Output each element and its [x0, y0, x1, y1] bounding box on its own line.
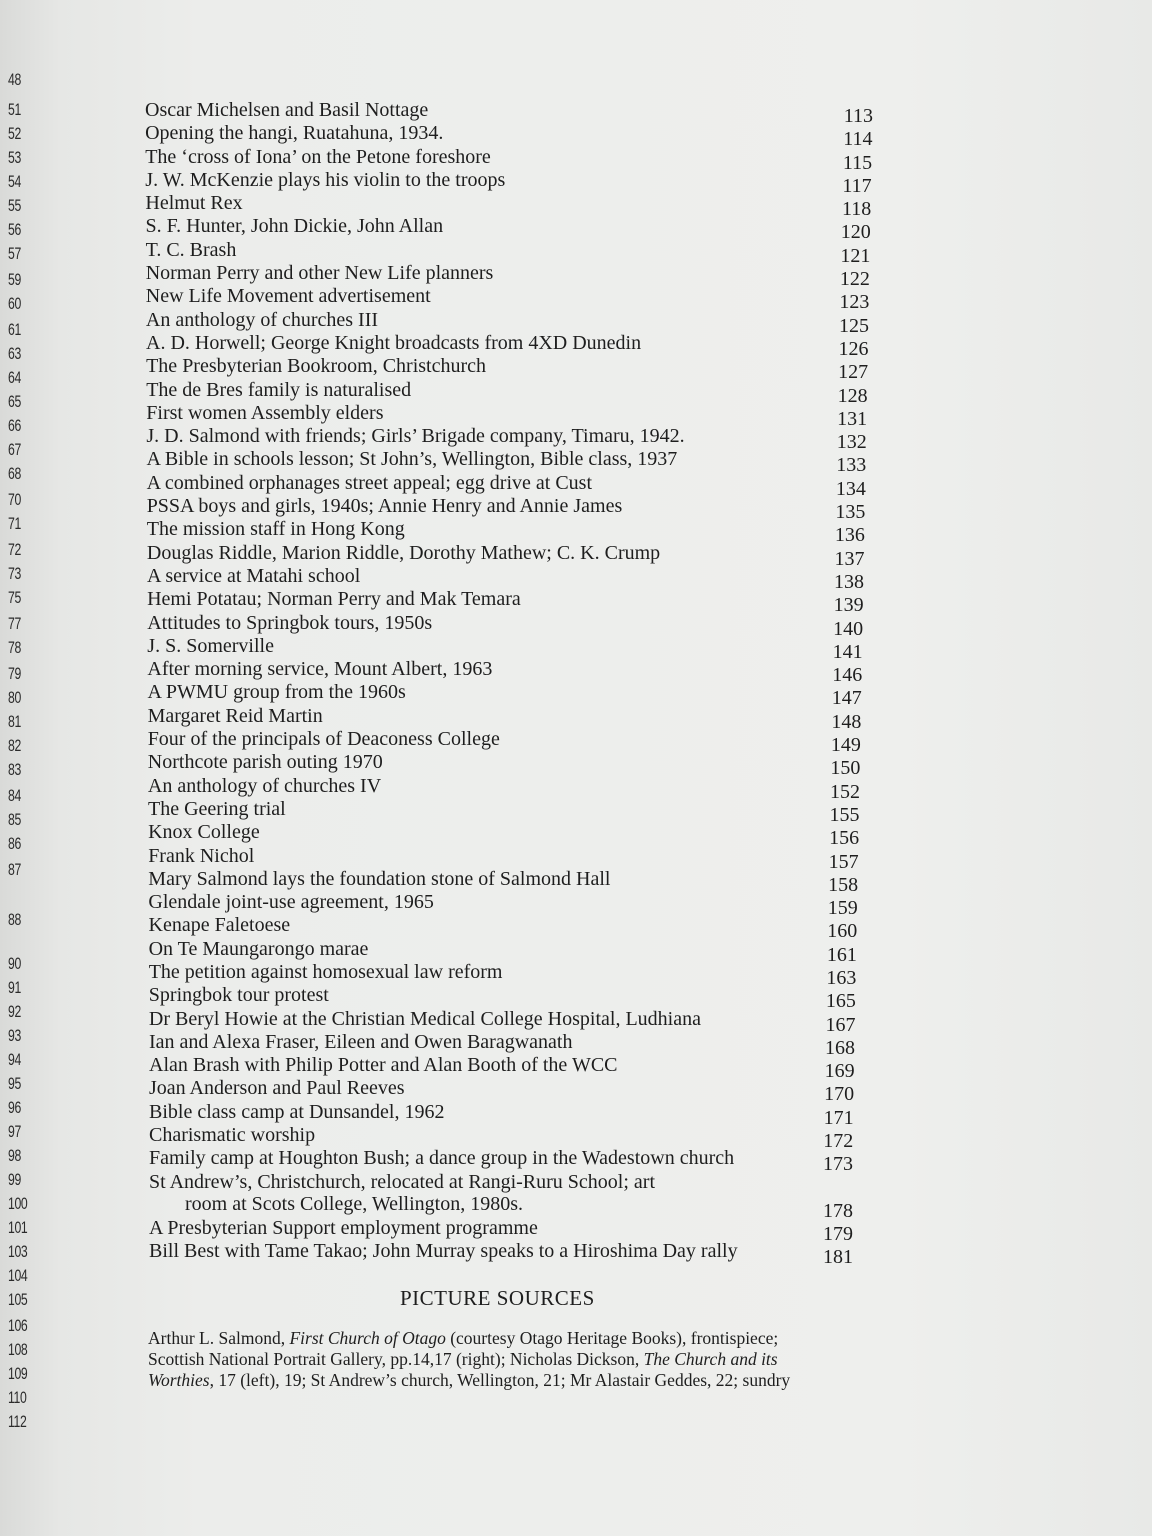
toc-entry: [149, 1216, 885, 1245]
toc-entry-title-line: Frank Nichol: [148, 844, 255, 867]
toc-entry: [147, 611, 885, 640]
toc-entry-page-number: 165: [825, 990, 856, 1013]
facing-page-margin-numbers: [0, 70, 60, 1470]
toc-entry: [149, 1054, 885, 1083]
margin-number: 54: [8, 172, 21, 191]
toc-entry-title-line: Glendale joint-use agreement, 1965: [148, 891, 434, 914]
toc-entry: [146, 401, 885, 430]
toc-entry-title: [147, 588, 521, 610]
toc-entry-page-number: 127: [838, 361, 869, 384]
margin-number: 88: [8, 910, 21, 929]
toc-entry-page-number: 133: [836, 454, 867, 477]
toc-entry: [146, 471, 885, 500]
toc-entry-page-number: 137: [834, 547, 865, 570]
toc-entry-title-line: J. S. Somerville: [147, 634, 274, 657]
toc-entry-title-line: Margaret Reid Martin: [147, 704, 323, 727]
margin-number: 79: [8, 664, 21, 683]
toc-entry: [147, 681, 886, 710]
toc-entry-page-number: 132: [836, 431, 867, 454]
toc-entry-title-line: Alan Brash with Philip Potter and Alan Booth of the WCC: [149, 1054, 618, 1077]
toc-entry-title-line: PSSA boys and girls, 1940s; Annie Henry and Annie James: [146, 495, 623, 518]
toc-entry-title-line: The Geering trial: [148, 797, 286, 820]
toc-entry-title-line: Bible class camp at Dunsandel, 1962: [149, 1100, 445, 1123]
toc-entry-title: [148, 821, 260, 843]
toc-entry: [145, 192, 885, 221]
toc-entry-page-number: 113: [843, 105, 873, 127]
margin-number: 81: [8, 712, 21, 731]
margin-number: 110: [8, 1388, 27, 1407]
toc-entry-title-line: Kenape Faletoese: [148, 914, 291, 937]
margin-number: 75: [8, 588, 21, 607]
toc-entry-title: [149, 1147, 734, 1169]
margin-number: 98: [8, 1146, 21, 1165]
toc-entry-title: [147, 635, 274, 657]
toc-entry-page-number: 171: [823, 1106, 854, 1129]
toc-entry: [145, 238, 885, 267]
toc-entry-page-number: 138: [834, 570, 864, 593]
toc-entry-title: [148, 705, 323, 727]
toc-entry-page-number: 135: [835, 501, 866, 524]
toc-entry-title-line: S. F. Hunter, John Dickie, John Allan: [145, 215, 444, 238]
toc-entry-page-number: 139: [833, 594, 864, 617]
margin-number: 51: [8, 100, 21, 119]
margin-number: 104: [8, 1266, 28, 1285]
margin-number: 60: [8, 294, 21, 313]
toc-entry-title: [147, 518, 405, 540]
margin-number: 61: [8, 320, 21, 339]
margin-number: 63: [8, 344, 21, 363]
margin-number: 48: [8, 70, 21, 89]
toc-entry-page-number: 115: [842, 151, 873, 174]
toc-entry: [145, 99, 885, 127]
toc-entry-page-number: 152: [829, 780, 860, 803]
toc-entry-title-line: The Presbyterian Bookroom, Christchurch: [146, 355, 487, 378]
picture-sources-line: [148, 1328, 868, 1349]
margin-number: 55: [8, 196, 21, 215]
toc-entry-page-number: 123: [839, 291, 870, 314]
illustrations-list: [145, 99, 885, 1268]
toc-entry-title-line: A PWMU group from the 1960s: [147, 681, 406, 704]
toc-entry-title-line: Charismatic worship: [149, 1124, 316, 1147]
toc-entry: [145, 262, 885, 291]
toc-entry-title-line: St Andrew’s, Christchurch, relocated at Rangi-Ruru School; art: [149, 1170, 656, 1193]
margin-number: 59: [8, 270, 21, 289]
toc-entry: [149, 1170, 885, 1222]
toc-entry-title-line: J. W. McKenzie plays his violin to the troops: [145, 168, 506, 191]
toc-entry-title: [147, 448, 678, 470]
margin-number: 73: [8, 564, 21, 583]
toc-entry-page-number: 160: [827, 920, 858, 943]
margin-number: 65: [8, 392, 21, 411]
toc-entry: [147, 704, 885, 733]
toc-entry: [148, 1007, 885, 1036]
toc-entry: [148, 960, 885, 989]
toc-entry-title-line: A combined orphanages street appeal; egg drive at Cust: [146, 471, 593, 494]
toc-entry-page-number: 121: [840, 244, 871, 267]
toc-entry-title: [149, 1240, 738, 1262]
margin-number: 77: [8, 614, 21, 633]
toc-entry-title-line: The petition against homosexual law reform: [148, 960, 503, 983]
toc-entry-title-line: An anthology of churches IV: [147, 774, 382, 797]
toc-entry-page-number: 158: [828, 873, 859, 896]
toc-entry-title-line: The ‘cross of Iona’ on the Petone foreshore: [145, 145, 491, 168]
margin-number: 97: [8, 1122, 21, 1141]
toc-entry: [146, 448, 886, 477]
toc-entry-title: [146, 332, 641, 354]
toc-entry: [149, 1030, 885, 1059]
margin-number: 84: [8, 786, 21, 805]
toc-entry-title: [146, 425, 684, 447]
toc-entry-page-number: 172: [823, 1130, 854, 1153]
toc-entry-page-number: 140: [833, 617, 864, 640]
toc-entry-title-line: The de Bres family is naturalised: [146, 378, 412, 401]
margin-number: 78: [8, 638, 21, 657]
toc-entry: [148, 821, 885, 850]
margin-number: 52: [8, 124, 21, 143]
toc-entry: [147, 728, 885, 757]
picture-sources-line: [148, 1349, 868, 1370]
toc-entry-title: [145, 169, 505, 191]
picture-sources-heading: PICTURE SOURCES: [400, 1286, 595, 1310]
margin-number: 100: [8, 1194, 28, 1213]
source-text: Arthur L. Salmond,: [148, 1328, 290, 1348]
toc-entry: [146, 518, 885, 547]
margin-number: 95: [8, 1074, 21, 1093]
toc-entry-title-line: The mission staff in Hong Kong: [146, 518, 405, 541]
toc-entry: [149, 1077, 885, 1106]
toc-entry-title: [145, 146, 491, 168]
margin-number: 108: [8, 1340, 28, 1359]
toc-entry-title: [147, 542, 660, 564]
toc-entry-title: [147, 658, 492, 680]
toc-entry-title: [148, 775, 381, 797]
toc-entry-page-number: 136: [834, 524, 865, 547]
toc-entry-title-line: A service at Matahi school: [147, 564, 361, 587]
margin-number: 68: [8, 464, 21, 483]
toc-entry-title: [149, 1054, 618, 1076]
toc-entry-title-line: Ian and Alexa Fraser, Eileen and Owen Baragwanath: [149, 1030, 573, 1053]
margin-number: 106: [8, 1316, 28, 1335]
toc-entry-title-line: After morning service, Mount Albert, 1963: [147, 658, 493, 681]
toc-entry-title: [147, 472, 592, 494]
toc-entry-page-number: 149: [830, 734, 861, 757]
toc-entry-title-line: J. D. Salmond with friends; Girls’ Brigade company, Timaru, 1942.: [146, 425, 685, 448]
toc-entry-title: [146, 402, 383, 424]
toc-entry: [146, 495, 885, 524]
margin-number: 105: [8, 1290, 28, 1309]
toc-entry-page-number: 120: [840, 221, 871, 244]
margin-number: 96: [8, 1098, 21, 1117]
toc-entry-page-number: 122: [839, 268, 870, 291]
margin-number: 70: [8, 490, 21, 509]
toc-entry: [147, 658, 885, 687]
toc-entry-title: [148, 891, 433, 913]
toc-entry-page-number: 173: [823, 1153, 853, 1176]
toc-entry: [148, 844, 885, 873]
toc-entry-title-line: Helmut Rex: [145, 192, 243, 215]
margin-number: 85: [8, 810, 21, 829]
toc-entry: [145, 168, 885, 197]
toc-entry-title-line: Knox College: [148, 821, 260, 844]
margin-number: 91: [8, 978, 21, 997]
toc-entry-page-number: 161: [826, 943, 857, 966]
toc-entry: [148, 937, 885, 966]
margin-number: 109: [8, 1364, 28, 1383]
toc-entry-title-continuation: room at Scots College, Wellington, 1980s.: [185, 1192, 523, 1215]
toc-entry-title: [147, 565, 360, 587]
margin-number: 103: [8, 1242, 28, 1261]
toc-entry-title-line: Springbok tour protest: [148, 984, 329, 1007]
toc-entry-title-line: Hemi Potatau; Norman Perry and Mak Temara: [147, 588, 521, 611]
toc-entry: [147, 751, 885, 780]
toc-entry: [147, 564, 885, 593]
toc-entry-title-line: Oscar Michelsen and Basil Nottage: [145, 99, 429, 121]
toc-entry: [149, 1147, 885, 1176]
toc-entry-title-line: First women Assembly elders: [146, 401, 384, 424]
toc-entry-title: [148, 681, 406, 703]
margin-number: 112: [8, 1412, 27, 1431]
toc-entry-title: [146, 215, 444, 237]
toc-entry-title: [149, 984, 329, 1006]
margin-number: 83: [8, 760, 21, 779]
toc-entry-title-line: Dr Beryl Howie at the Christian Medical College Hospital, Ludhiana: [148, 1007, 701, 1030]
toc-entry-title: [148, 868, 610, 890]
toc-entry: [146, 331, 885, 360]
toc-entry-page-number: 168: [825, 1036, 855, 1059]
toc-entry-title: [148, 798, 286, 820]
source-text: , 17 (left), 19; St Andrew’s church, Wellington, 21; Mr Alastair Geddes, 22; sundry: [209, 1370, 791, 1390]
toc-entry-page-number: 167: [825, 1013, 856, 1036]
toc-entry: [145, 285, 885, 314]
toc-entry-page-number: 141: [832, 640, 863, 663]
italic-title: First Church of Otago: [289, 1328, 446, 1348]
toc-entry-title-line: Attitudes to Springbok tours, 1950s: [147, 611, 433, 634]
toc-entry-title: [146, 309, 378, 331]
toc-entry-page-number: 178: [823, 1199, 853, 1222]
toc-entry-page-number: 150: [830, 757, 861, 780]
margin-number: 56: [8, 220, 21, 239]
toc-entry-page-number: 131: [837, 407, 868, 430]
margin-number: 82: [8, 736, 21, 755]
margin-number: 99: [8, 1170, 21, 1189]
toc-entry-title-line: Mary Salmond lays the foundation stone of Salmond Hall: [148, 867, 611, 890]
toc-entry-title: [149, 1077, 405, 1099]
toc-entry-page-number: 134: [835, 477, 866, 500]
toc-entry-title-line: On Te Maungarongo marae: [148, 937, 369, 960]
toc-entry-title: [146, 239, 237, 261]
toc-entry: [148, 867, 885, 896]
toc-entry-page-number: 128: [837, 384, 868, 407]
toc-entry-title-line: Family camp at Houghton Bush; a dance group in the Wadestown church: [149, 1147, 735, 1170]
toc-entry-page-number: 159: [827, 897, 858, 920]
toc-entry-title-line: Opening the hangi, Ruatahuna, 1934.: [145, 122, 444, 145]
toc-entry-title: [149, 1008, 701, 1030]
margin-number: 66: [8, 416, 21, 435]
toc-entry-title: [146, 355, 486, 377]
toc-entry-title-line: T. C. Brash: [145, 238, 237, 261]
toc-entry-title: [145, 192, 242, 214]
margin-number: 93: [8, 1026, 21, 1045]
margin-number: 72: [8, 540, 21, 559]
toc-entry-page-number: 114: [843, 128, 873, 151]
toc-entry: [145, 308, 885, 337]
toc-entry-title-line: Four of the principals of Deaconess College: [147, 728, 500, 751]
toc-entry: [147, 774, 885, 803]
margin-number: 92: [8, 1002, 21, 1021]
toc-entry-page-number: 169: [824, 1060, 855, 1083]
margin-number: 94: [8, 1050, 21, 1069]
toc-entry-page-number: 118: [841, 198, 872, 221]
toc-entry-title: [147, 495, 623, 517]
toc-entry: [149, 1124, 885, 1153]
toc-entry-title: [149, 1171, 655, 1215]
toc-entry-title: [149, 961, 503, 983]
toc-entry: [146, 541, 885, 570]
margin-number: 101: [8, 1218, 28, 1237]
toc-entry-title: [147, 612, 432, 634]
toc-entry: [149, 1100, 885, 1129]
toc-entry-page-number: 125: [838, 314, 869, 337]
toc-entry: [148, 914, 886, 943]
toc-entry-title: [145, 99, 428, 121]
source-text: Scottish National Portrait Gallery, pp.14,17 (right); Nicholas Dickson,: [148, 1349, 644, 1369]
italic-title: Worthies: [148, 1370, 210, 1390]
toc-entry-page-number: 146: [832, 664, 863, 687]
toc-entry-page-number: 155: [829, 803, 860, 826]
toc-entry-page-number: 181: [823, 1245, 853, 1268]
toc-entry-page-number: 147: [831, 687, 862, 710]
toc-entry-page-number: 163: [826, 966, 857, 989]
toc-entry: [146, 425, 885, 454]
toc-entry-title: [145, 122, 443, 144]
margin-number: 90: [8, 954, 21, 973]
toc-entry-title: [148, 751, 383, 773]
toc-entry-page-number: 126: [838, 337, 869, 360]
margin-number: 67: [8, 440, 21, 459]
toc-entry-title-line: A. D. Horwell; George Knight broadcasts from 4XD Dunedin: [146, 331, 642, 354]
toc-entry-page-number: 157: [828, 850, 859, 873]
toc-entry: [147, 634, 885, 663]
margin-number: 64: [8, 368, 21, 387]
margin-number: 53: [8, 148, 21, 167]
toc-entry-page-number: 156: [829, 827, 860, 850]
toc-entry: [149, 1239, 885, 1268]
toc-entry-title-line: Norman Perry and other New Life planners: [145, 262, 494, 285]
picture-sources-line: [148, 1370, 868, 1391]
toc-entry-title: [149, 938, 369, 960]
toc-entry-title: [149, 1031, 572, 1053]
toc-entry-title-line: A Bible in schools lesson; St John’s, Wellington, Bible class, 1937: [146, 448, 678, 471]
italic-title: The Church and its: [643, 1349, 778, 1369]
picture-sources-text: [148, 1328, 868, 1391]
margin-number: 57: [8, 244, 21, 263]
toc-entry-title: [148, 845, 254, 867]
toc-entry-title: [146, 262, 494, 284]
toc-entry-title-line: Douglas Riddle, Marion Riddle, Dorothy Mathew; C. K. Crump: [146, 541, 661, 564]
toc-entry: [148, 797, 885, 826]
toc-entry-title-line: New Life Movement advertisement: [145, 285, 431, 308]
toc-entry: [147, 588, 885, 617]
toc-entry-title: [149, 1217, 538, 1239]
toc-entry-title: [148, 728, 500, 750]
toc-entry-page-number: 179: [823, 1222, 853, 1245]
toc-entry-title-line: A Presbyterian Support employment programme: [149, 1216, 538, 1239]
toc-entry-title-line: An anthology of churches III: [145, 308, 379, 331]
toc-entry: [148, 891, 885, 920]
toc-entry-title: [149, 914, 291, 936]
toc-entry: [145, 122, 885, 151]
toc-entry-title-line: Northcote parish outing 1970: [147, 751, 383, 774]
source-text: (courtesy Otago Heritage Books), frontispiece;: [445, 1328, 779, 1348]
toc-entry-page-number: 148: [831, 710, 862, 733]
toc-entry: [146, 355, 885, 384]
margin-number: 86: [8, 834, 21, 853]
toc-entry: [145, 215, 886, 244]
margin-number: 80: [8, 688, 21, 707]
toc-entry-title: [149, 1124, 315, 1146]
toc-entry-title: [149, 1101, 445, 1123]
toc-entry-title: [146, 379, 411, 401]
toc-entry-page-number: 117: [842, 174, 872, 197]
toc-entry-title-line: Joan Anderson and Paul Reeves: [149, 1077, 405, 1100]
margin-number: 87: [8, 860, 21, 879]
margin-number: 71: [8, 514, 21, 533]
toc-entry-title: [146, 285, 431, 307]
toc-entry: [145, 145, 885, 174]
toc-entry: [148, 984, 885, 1013]
toc-entry-page-number: 170: [824, 1083, 855, 1106]
toc-entry: [146, 378, 885, 407]
toc-entry-title-line: Bill Best with Tame Takao; John Murray speaks to a Hiroshima Day rally: [149, 1239, 738, 1262]
